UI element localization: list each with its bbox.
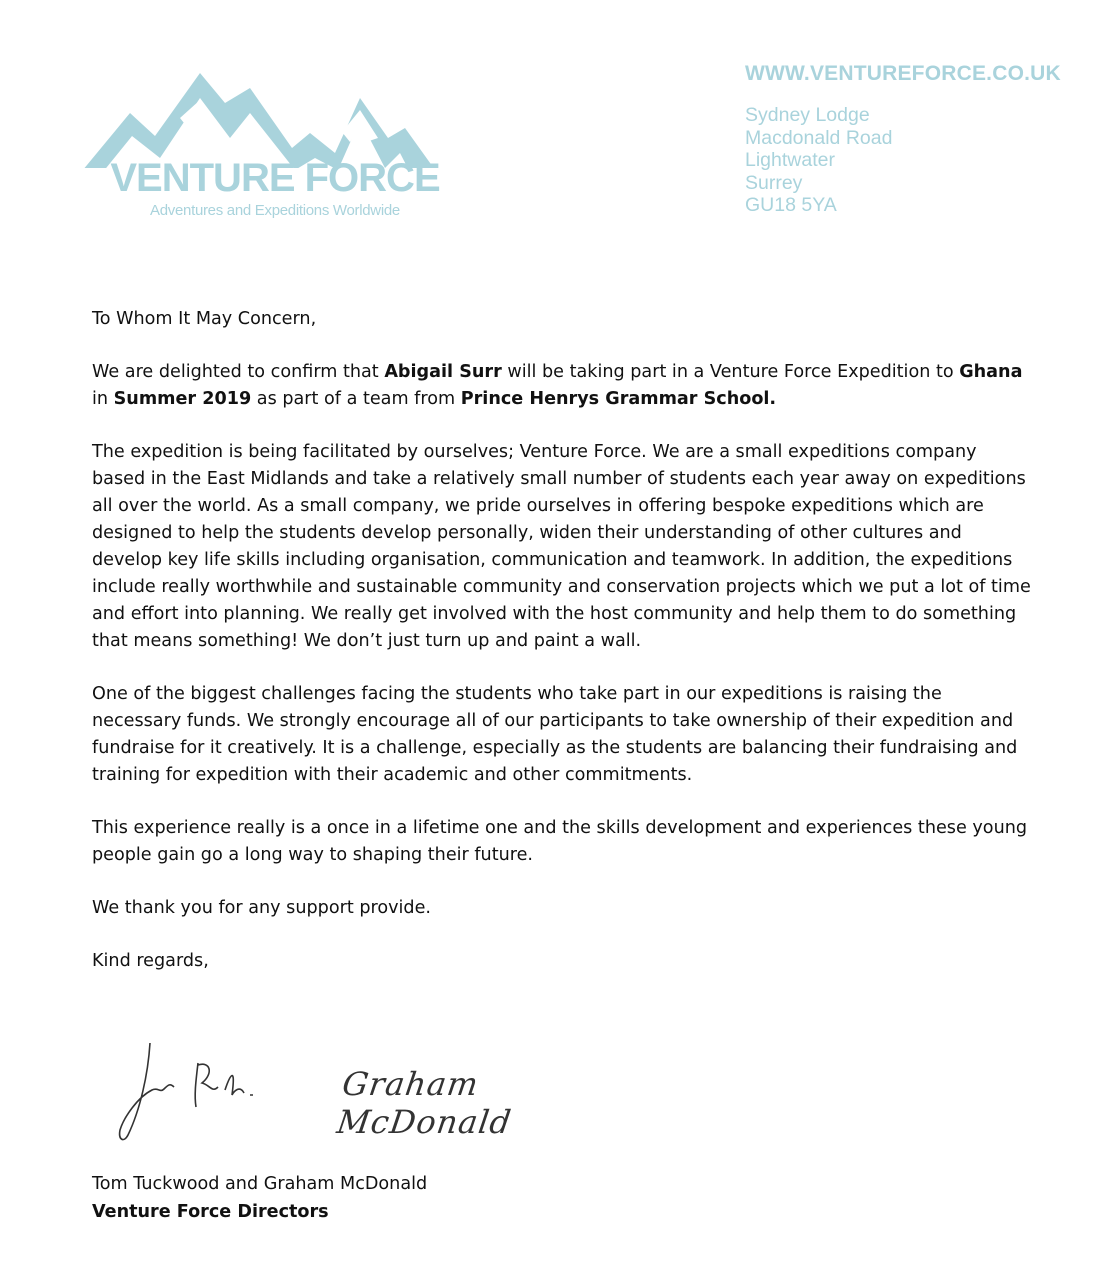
company-address (745, 62, 1061, 217)
address-line: Lightwater (745, 149, 835, 171)
website-link[interactable]: WWW.VENTUREFORCE.CO.UK (745, 62, 1061, 85)
closing: Kind regards, (92, 951, 209, 971)
address-line: Macdonald Road (745, 126, 893, 149)
school-name: Prince Henrys Grammar School. (460, 389, 777, 409)
participant-name: Abigail Surr (384, 362, 502, 382)
venture-force-logo (60, 58, 460, 228)
signature-graham-mcdonald: Graham McDonald (334, 1065, 515, 1141)
director-names: Tom Tuckwood and Graham McDonald (92, 1174, 428, 1194)
signoff (92, 1170, 427, 1226)
address-line: Surrey (745, 171, 803, 194)
thanks-paragraph: We thank you for any support provide. (92, 898, 431, 918)
text-span: We are delighted to confirm that (92, 362, 385, 382)
director-title: Venture Force Directors (92, 1202, 329, 1222)
experience-paragraph: This experience really is a once in a lifetime one and the skills development and experiences these young people gain go a long way to shaping their future. (92, 818, 1028, 865)
text-span: as part of a team from (251, 389, 461, 409)
expedition-season: Summer 2019 (113, 389, 252, 409)
text-span: in (92, 389, 114, 409)
logo-tagline: Adventures and Expeditions Worldwide (150, 202, 400, 219)
mountains-icon (60, 58, 460, 168)
fundraising-paragraph: One of the biggest challenges facing the students who take part in our expeditions is raising the necessary funds. We strongly encourage all of our participants to take ownership of their expedition and fundraise for it creatively. It is a challenge, especially as the students are balancing their fundraising and training for expedition with their academic and other commitments. (92, 684, 1018, 785)
logo-brand-text: VENTURE FORCE (110, 156, 440, 200)
destination-country: Ghana (959, 362, 1023, 382)
address-line: GU18 5YA (745, 194, 837, 216)
text-span: will be taking part in a Venture Force Expedition to (501, 362, 960, 382)
signatures (90, 1035, 650, 1155)
company-paragraph: The expedition is being facilitated by ourselves; Venture Force. We are a small expeditions company based in the East Midlands and take a relatively small number of students each year away on expeditions all over the world. As a small company, we pride ourselves in offering bespoke expeditions which are designed to help the students develop personally, widen their understanding of other cultures and develop key life skills including organisation, communication and teamwork. In addition, the expeditions include really worthwhile and sustainable community and conservation projects which we put a lot of time and effort into planning. We really get involved with the host community and help them to do something that means something! We don’t just turn up and paint a wall. (92, 442, 1031, 651)
address-line: Sydney Lodge (745, 104, 870, 126)
salutation: To Whom It May Concern, (92, 309, 317, 329)
confirmation-paragraph (92, 359, 1032, 413)
letter-body (92, 306, 1032, 1001)
